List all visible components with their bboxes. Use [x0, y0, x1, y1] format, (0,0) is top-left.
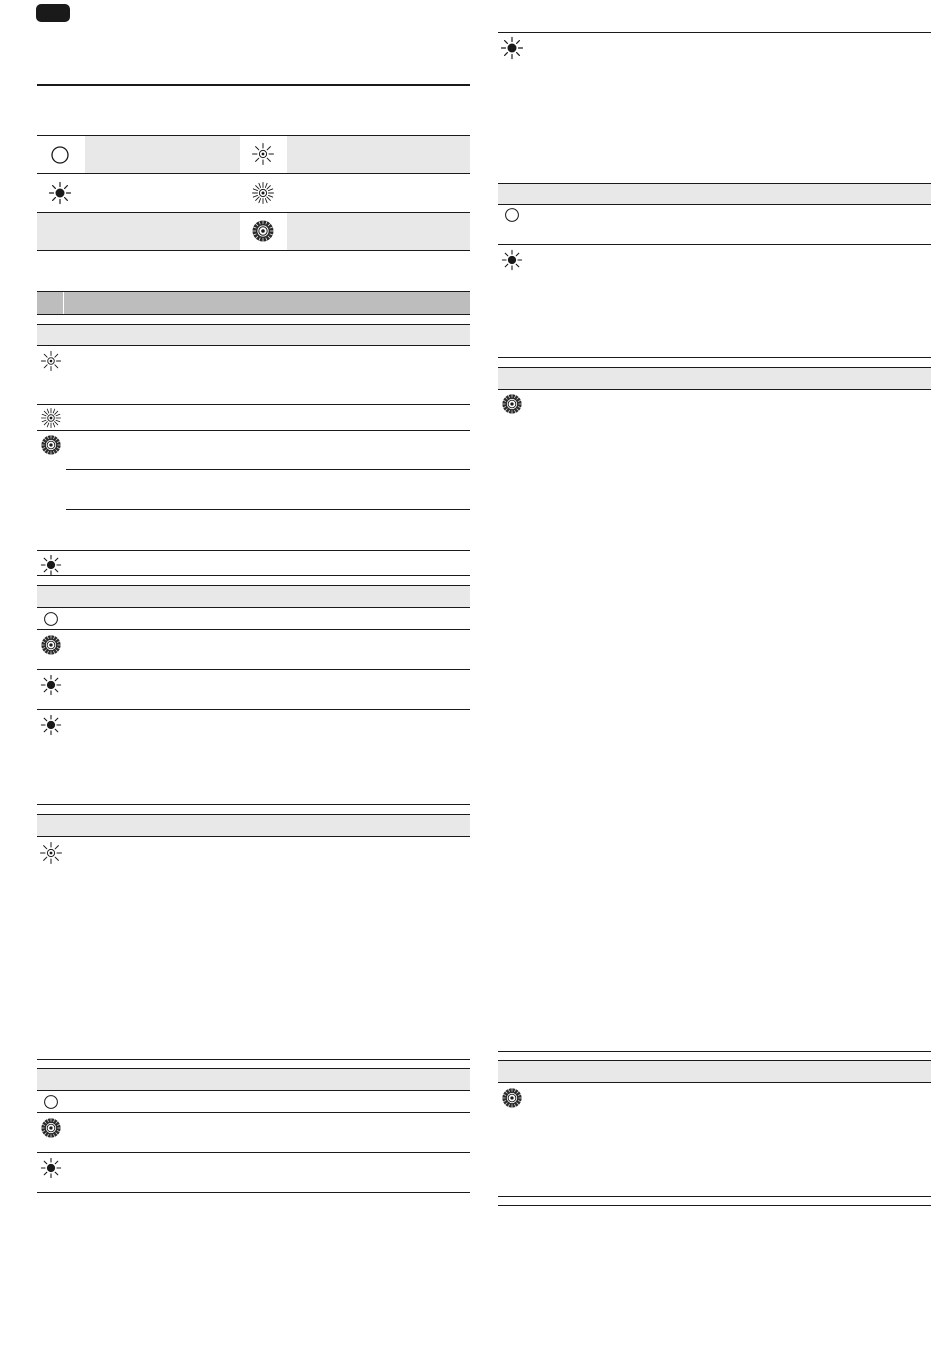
row-divider [66, 509, 470, 510]
row-divider [37, 1059, 470, 1060]
legend-cell [287, 135, 470, 173]
led-pulsing-icon [40, 1117, 62, 1139]
led-on-icon [40, 554, 62, 576]
led-flashing-fast-icon [40, 407, 62, 429]
legend-cell [287, 213, 470, 250]
row-divider [498, 1082, 931, 1083]
row-divider [37, 575, 470, 576]
led-on-icon [500, 36, 524, 60]
led-on-icon [40, 674, 62, 696]
row-divider [37, 314, 470, 315]
row-divider [498, 204, 931, 205]
row-divider [37, 814, 470, 815]
row-divider [37, 291, 470, 292]
row-divider [498, 357, 931, 358]
row-divider [37, 669, 470, 670]
led-pulsing-icon [501, 1087, 523, 1109]
group-header [37, 324, 470, 345]
row-divider [37, 173, 470, 174]
led-off-icon [504, 207, 520, 223]
legend-cell [85, 213, 240, 250]
group-header [37, 814, 470, 836]
row-divider [37, 585, 470, 586]
row-divider [37, 804, 470, 805]
row-divider [37, 1152, 470, 1153]
row-divider [37, 629, 470, 630]
row-divider [498, 1060, 931, 1061]
table-header [37, 291, 470, 314]
led-flashing-fast-icon [251, 181, 275, 205]
led-pulsing-icon [251, 219, 275, 243]
row-divider [37, 550, 470, 551]
led-pulsing-icon [40, 434, 62, 456]
row-divider [498, 244, 931, 245]
row-divider [37, 1112, 470, 1113]
section-rule [37, 84, 470, 86]
led-on-icon [48, 181, 72, 205]
led-flashing-slow-icon [40, 350, 62, 372]
row-divider [498, 32, 931, 33]
row-divider [37, 404, 470, 405]
led-on-icon [40, 714, 62, 736]
row-divider [37, 430, 470, 431]
row-divider [37, 324, 470, 325]
group-header [498, 367, 931, 389]
group-header [498, 183, 931, 204]
page-number-badge [36, 4, 70, 22]
row-divider [37, 1090, 470, 1091]
led-flashing-slow-icon [251, 142, 275, 166]
led-off-icon [50, 145, 70, 165]
led-pulsing-icon [501, 393, 523, 415]
row-divider [498, 367, 931, 368]
led-off-icon [43, 611, 59, 627]
led-pulsing-icon [40, 634, 62, 656]
row-divider [498, 1205, 931, 1206]
led-off-icon [43, 1094, 59, 1110]
row-divider [37, 135, 470, 136]
row-divider [37, 1068, 470, 1069]
row-divider [37, 709, 470, 710]
group-header [37, 585, 470, 607]
row-divider [498, 1196, 931, 1197]
legend-cell [85, 135, 240, 173]
group-header [37, 1068, 470, 1090]
led-on-icon [501, 249, 523, 271]
header-divider [63, 291, 64, 314]
row-divider [498, 389, 931, 390]
legend-cell [37, 213, 85, 250]
row-divider [37, 345, 470, 346]
row-divider [37, 1192, 470, 1193]
row-divider [66, 469, 470, 470]
row-divider [37, 836, 470, 837]
group-header [498, 1060, 931, 1082]
row-divider [37, 250, 470, 251]
row-divider [37, 212, 470, 213]
row-divider [498, 183, 931, 184]
row-divider [37, 607, 470, 608]
led-on-icon [40, 1157, 62, 1179]
led-flashing-slow-icon [39, 841, 63, 865]
row-divider [498, 1051, 931, 1052]
